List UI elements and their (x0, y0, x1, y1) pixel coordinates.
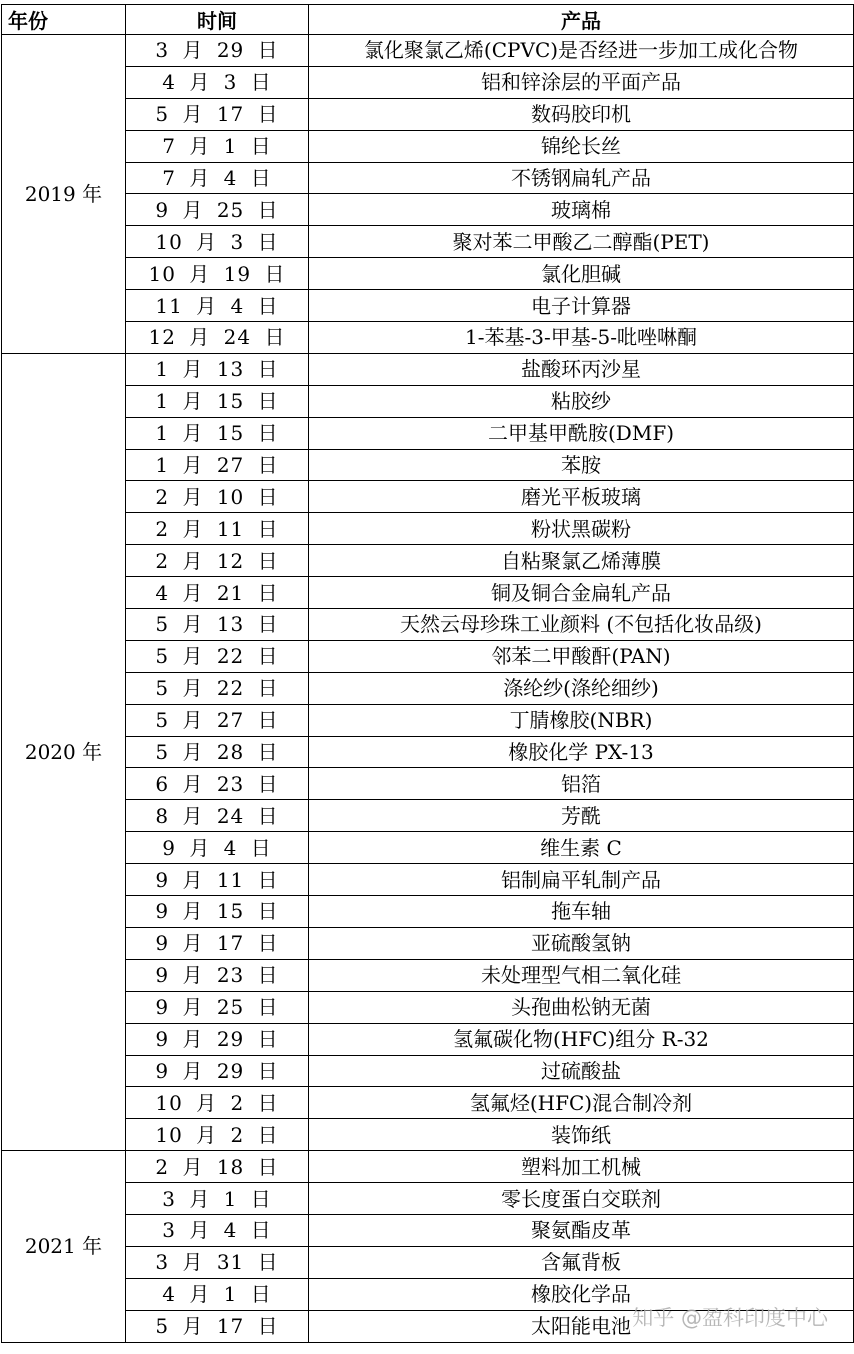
product-cell: 含氟背板 (309, 1246, 854, 1278)
date-cell: 10 月 3 日 (126, 226, 309, 258)
date-cell: 3 月 29 日 (126, 35, 309, 67)
product-cell: 过硫酸盐 (309, 1055, 854, 1087)
table-row (2, 672, 854, 704)
date-cell: 3 月 31 日 (126, 1246, 309, 1278)
product-cell: 零长度蛋白交联剂 (309, 1183, 854, 1215)
product-cell: 氯化聚氯乙烯(CPVC)是否经进一步加工成化合物 (309, 35, 854, 67)
year-cell: 2019 年 (2, 35, 126, 354)
table-row (2, 768, 854, 800)
product-cell: 芳酰 (309, 800, 854, 832)
date-cell: 9 月 17 日 (126, 927, 309, 959)
product-cell: 锦纶长丝 (309, 130, 854, 162)
date-cell: 5 月 13 日 (126, 609, 309, 641)
product-cell: 电子计算器 (309, 290, 854, 322)
year-cell: 2020 年 (2, 353, 126, 1150)
date-cell: 2 月 18 日 (126, 1151, 309, 1183)
date-cell: 12 月 24 日 (126, 322, 309, 354)
table-row (2, 545, 854, 577)
product-cell: 铝制扁平轧制产品 (309, 864, 854, 896)
table-row (2, 449, 854, 481)
table-row (2, 800, 854, 832)
year-cell: 2021 年 (2, 1151, 126, 1342)
table-row (2, 513, 854, 545)
table-row (2, 1278, 854, 1310)
table-row (2, 1023, 854, 1055)
table-row (2, 66, 854, 98)
table-row (2, 162, 854, 194)
date-cell: 9 月 29 日 (126, 1055, 309, 1087)
product-cell: 1-苯基-3-甲基-5-吡唑啉酮 (309, 322, 854, 354)
date-cell: 10 月 2 日 (126, 1087, 309, 1119)
date-cell: 11 月 4 日 (126, 290, 309, 322)
product-cell: 铝箔 (309, 768, 854, 800)
date-cell: 5 月 17 日 (126, 1310, 309, 1342)
table-row (2, 896, 854, 928)
product-cell: 涤纶纱(涤纶细纱) (309, 672, 854, 704)
date-cell: 2 月 10 日 (126, 481, 309, 513)
table-row (2, 194, 854, 226)
date-cell: 2 月 11 日 (126, 513, 309, 545)
table-row (2, 577, 854, 609)
table-row (2, 1055, 854, 1087)
product-cell: 丁腈橡胶(NBR) (309, 704, 854, 736)
date-cell: 1 月 27 日 (126, 449, 309, 481)
table-row (2, 864, 854, 896)
product-cell: 装饰纸 (309, 1119, 854, 1151)
table-body (2, 35, 854, 1343)
table-row (2, 927, 854, 959)
date-cell: 10 月 2 日 (126, 1119, 309, 1151)
header-date: 时间 (126, 5, 309, 35)
product-cell: 亚硫酸氢钠 (309, 927, 854, 959)
product-cell: 数码胶印机 (309, 98, 854, 130)
date-cell: 1 月 13 日 (126, 353, 309, 385)
product-cell: 氢氟烃(HFC)混合制冷剂 (309, 1087, 854, 1119)
product-cell: 天然云母珍珠工业颜料 (不包括化妆品级) (309, 609, 854, 641)
product-cell: 橡胶化学品 (309, 1278, 854, 1310)
header-product: 产品 (309, 5, 854, 35)
product-cell: 铝和锌涂层的平面产品 (309, 66, 854, 98)
product-cell: 苯胺 (309, 449, 854, 481)
table-row (2, 226, 854, 258)
table-row (2, 258, 854, 290)
date-cell: 9 月 29 日 (126, 1023, 309, 1055)
product-cell: 拖车轴 (309, 896, 854, 928)
header-year: 年份 (2, 5, 126, 35)
product-cell: 不锈钢扁轧产品 (309, 162, 854, 194)
table-row (2, 353, 854, 385)
date-cell: 5 月 22 日 (126, 672, 309, 704)
table-row (2, 417, 854, 449)
product-cell: 头孢曲松钠无菌 (309, 991, 854, 1023)
date-cell: 4 月 21 日 (126, 577, 309, 609)
product-cell: 盐酸环丙沙星 (309, 353, 854, 385)
table-row (2, 1151, 854, 1183)
date-cell: 3 月 1 日 (126, 1183, 309, 1215)
table-row (2, 959, 854, 991)
table-row (2, 1310, 854, 1342)
product-cell: 聚氨酯皮革 (309, 1214, 854, 1246)
product-cell: 邻苯二甲酸酐(PAN) (309, 640, 854, 672)
date-cell: 5 月 27 日 (126, 704, 309, 736)
table-row (2, 609, 854, 641)
table-row (2, 98, 854, 130)
header-row (2, 5, 854, 35)
date-cell: 5 月 22 日 (126, 640, 309, 672)
table-row (2, 1087, 854, 1119)
date-cell: 3 月 4 日 (126, 1214, 309, 1246)
table-row (2, 481, 854, 513)
product-cell: 氯化胆碱 (309, 258, 854, 290)
date-cell: 1 月 15 日 (126, 385, 309, 417)
table-row (2, 736, 854, 768)
table-row (2, 35, 854, 67)
product-cell: 玻璃棉 (309, 194, 854, 226)
product-cell: 未处理型气相二氧化硅 (309, 959, 854, 991)
date-cell: 5 月 28 日 (126, 736, 309, 768)
date-cell: 2 月 12 日 (126, 545, 309, 577)
product-cell: 氢氟碳化物(HFC)组分 R-32 (309, 1023, 854, 1055)
product-cell: 聚对苯二甲酸乙二醇酯(PET) (309, 226, 854, 258)
date-cell: 9 月 15 日 (126, 896, 309, 928)
table-row (2, 385, 854, 417)
product-cell: 塑料加工机械 (309, 1151, 854, 1183)
date-cell: 7 月 1 日 (126, 130, 309, 162)
date-cell: 9 月 25 日 (126, 194, 309, 226)
table-row (2, 704, 854, 736)
table-row (2, 1246, 854, 1278)
date-cell: 5 月 17 日 (126, 98, 309, 130)
table-row (2, 1183, 854, 1215)
table-row (2, 290, 854, 322)
date-cell: 9 月 11 日 (126, 864, 309, 896)
date-cell: 7 月 4 日 (126, 162, 309, 194)
date-cell: 4 月 3 日 (126, 66, 309, 98)
product-cell: 橡胶化学 PX-13 (309, 736, 854, 768)
product-cell: 维生素 C (309, 832, 854, 864)
table-row (2, 832, 854, 864)
date-cell: 9 月 23 日 (126, 959, 309, 991)
date-cell: 9 月 25 日 (126, 991, 309, 1023)
watermark: 知乎 @盈科印度中心 (632, 1306, 828, 1330)
product-cell: 粘胶纱 (309, 385, 854, 417)
table-row (2, 322, 854, 354)
table-row (2, 991, 854, 1023)
trade-investigations-table (1, 4, 854, 1343)
product-cell: 粉状黑碳粉 (309, 513, 854, 545)
table-row (2, 640, 854, 672)
date-cell: 10 月 19 日 (126, 258, 309, 290)
date-cell: 9 月 4 日 (126, 832, 309, 864)
date-cell: 6 月 23 日 (126, 768, 309, 800)
product-cell: 二甲基甲酰胺(DMF) (309, 417, 854, 449)
table-row (2, 130, 854, 162)
product-cell: 铜及铜合金扁轧产品 (309, 577, 854, 609)
date-cell: 4 月 1 日 (126, 1278, 309, 1310)
date-cell: 8 月 24 日 (126, 800, 309, 832)
table-row (2, 1214, 854, 1246)
table-row (2, 1119, 854, 1151)
product-cell: 太阳能电池 (309, 1310, 854, 1342)
product-cell: 自粘聚氯乙烯薄膜 (309, 545, 854, 577)
date-cell: 1 月 15 日 (126, 417, 309, 449)
product-cell: 磨光平板玻璃 (309, 481, 854, 513)
